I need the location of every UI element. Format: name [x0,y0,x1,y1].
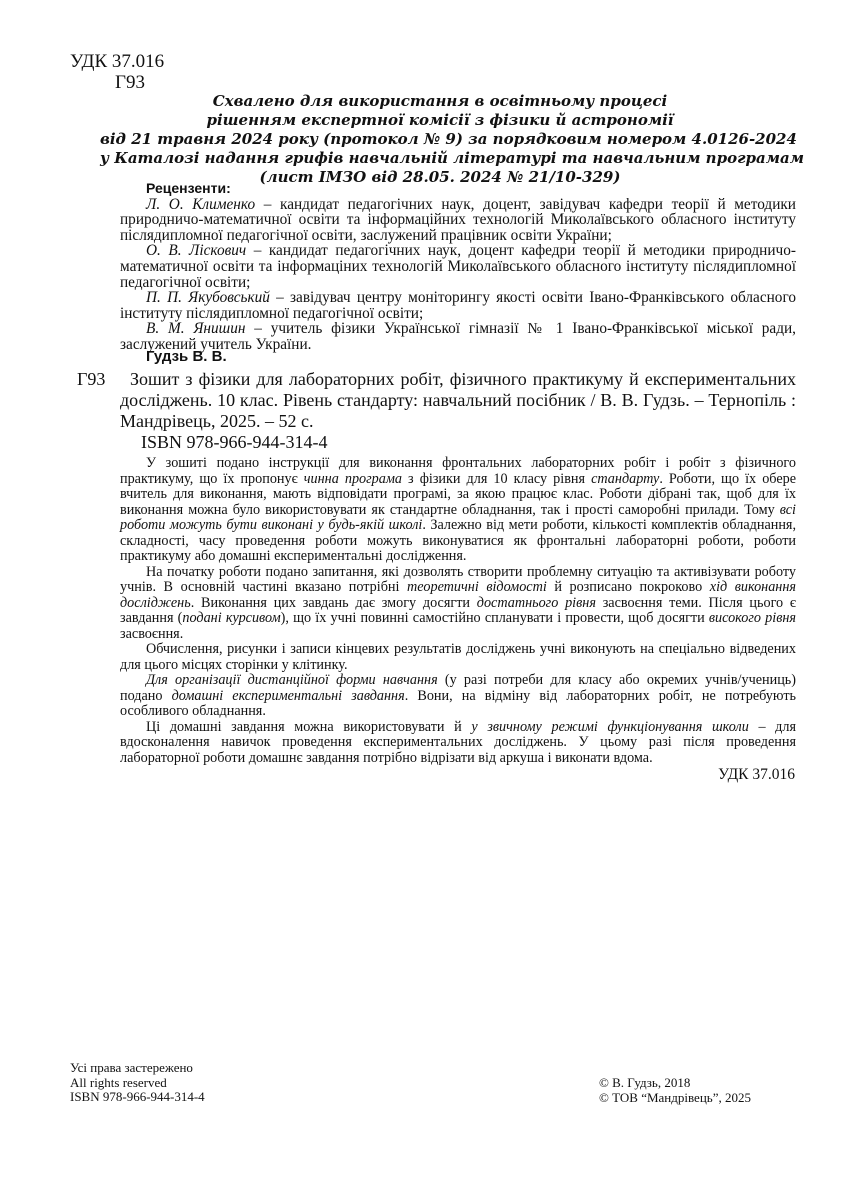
udk-code-bottom: УДК 37.016 [718,766,795,783]
emphasis: чинна програма [303,470,402,487]
text-run: Ці домашні завдання можна використовувати й [146,718,472,735]
approval-line: рішенням експертної комісії з фізики й астрономії [206,111,674,129]
rights-reserved-ua: Усі права застережено [70,1060,193,1075]
emphasis: Для організації дистанційної форми навчання [146,672,438,688]
emphasis: достатнього рівня [476,594,596,611]
text-run: (у разі потреби для класу або окремих учнів/учениць) подано [120,672,796,704]
reviewer-name: О. В. Ліскович [146,242,247,260]
annotation-paragraph [120,720,796,767]
catalog-index: Г93 [77,369,106,389]
udk-code: УДК 37.016 [70,51,165,72]
emphasis: у звичному режимі функціонування школи [471,718,749,735]
annotation-paragraph [120,456,796,565]
approval-line: (лист ІМЗО від 28.05. 2024 № 21/10-329) [259,168,621,186]
reviewer-desc: – кандидат педагогічних наук, доцент кафедри теорії й методики природничо-математичної освіти та інформаціних технологій Миколаївського обласного інституту післядипломної педагогічної освіти; [120,242,796,291]
reviewer-name: Л. О. Клименко [146,195,256,213]
emphasis: домашні експериментальні завдання [171,687,405,704]
emphasis: подані курсивом [182,610,281,626]
emphasis: хід виконання досліджень [120,579,796,611]
text-run: засвоєння теми. Після цього є завдання ( [120,594,796,626]
annotation-paragraph [120,565,796,643]
text-run: . Виконання цих завдань дає змогу досягти [190,594,477,611]
text-run: засвоєння. [120,625,184,642]
approval-line: від 21 травня 2024 року (протокол № 9) за порядковим номером 4.0126-2024 [100,130,797,148]
annotation [120,456,796,766]
reviewer-entry [120,243,796,290]
copyright-publisher: © ТОВ “Мандрівець”, 2025 [599,1089,751,1105]
emphasis: теоретичні відомості [407,579,547,595]
footer-isbn: ISBN 978-966-944-314-4 [70,1089,205,1104]
text-run: . Залежно від мети роботи, кількості комплектів обладнання, складності, часу проведення роботи можуть виконуватися як фронтальні лабораторні роботи, роботи практикуму або домашні експериментальні дослідження. [120,517,796,564]
emphasis: всі роботи можуть бути виконані у будь-якій школі [120,501,796,533]
rights-reserved-en: All rights reserved [70,1074,167,1090]
reviewers-block [120,181,796,353]
approval-line: у Каталозі надання грифів навчальній літературі та навчальним програмам [100,149,804,167]
approval-stamp [100,92,804,187]
bibliographic-description: Зошит з фізики для лабораторних робіт, фізичного практикуму й експериментальних досліджень. 10 клас. Рівень стандарту: навчальний посібник / В. В. Гудзь. – Тернопіль : Мандрівець, 2025. – 52 с. [120,369,796,431]
annotation-paragraph: Обчислення, рисунки і записи кінцевих результатів досліджень учні виконують на спеціально відведених для цього місцях сторінки у клітинку. [120,641,796,673]
reviewer-desc: – завідувач центру моніторингу якості освіти Івано-Франківського обласного інституту післядипломної педагогічної освіти; [120,289,797,322]
reviewer-name: В. М. Янишин [146,320,246,338]
annotation-paragraph [120,673,796,720]
reviewer-name: П. П. Якубовський [146,289,270,307]
reviewers-heading: Рецензенти: [146,180,231,196]
emphasis: стандарту [591,470,660,487]
author-index: Г93 [115,72,145,93]
text-run: . Роботи, що їх обере вчитель для виконання, мають відповідати програмі, за якою працює клас. Роботи дібрані так, щоб для їх виконання можна було використовувати як стандартне обладнання, так і прості саморобні прилади. Тому [120,470,797,518]
text-run: . Вони, на відміну від лабораторних робіт, не потребують особливого обладнання. [120,687,796,719]
reviewer-entry [120,197,796,244]
isbn: ISBN 978-966-944-314-4 [141,432,328,452]
text-run: з фізики для 10 класу рівня [402,470,592,487]
reviewer-entry [120,290,796,321]
text-run: У зошиті подано інструкції для виконання фронтальних лабораторних робіт і робіт з фізичного практикуму, що їх пропонує [120,455,796,487]
text-run: й розписано покроково [546,579,710,595]
footer-rights [70,1061,205,1105]
emphasis: високого рівня [708,610,797,626]
text-run: ), що їх учні повинні самостійно спланувати і провести, щоб досягти [280,610,709,626]
approval-line: Схвалено для використання в освітньому процесі [212,92,668,110]
footer-copyright [599,1076,751,1105]
text-run: На початку роботи подано запитання, які дозволять створити проблемну ситуацію та активізувати роботу учнів. В основній частині вказано потрібні [120,563,796,595]
reviewer-desc: – кандидат педагогічних наук, доцент, завідувач кафедри теорії й методики природничо-математичної освіти та інформаційних технологій Миколаївського обласного інституту післядипломної педагогічної освіти, заслужений працівник освіти України; [120,195,796,244]
book-author: Гудзь В. В. [146,348,227,365]
reviewer-desc: – учитель фізики Української гімназії № 1 Івано-Франківської міської ради, заслужений учитель України. [120,320,796,353]
copyright-author: © В. Гудзь, 2018 [599,1075,691,1090]
text-run: – для вдосконалення навичок проведення експериментальних досліджень. У цьому разі після проведення лабораторної роботи домашнє завдання потрібно відрізати від аркуша і виконати вдома. [120,718,797,766]
